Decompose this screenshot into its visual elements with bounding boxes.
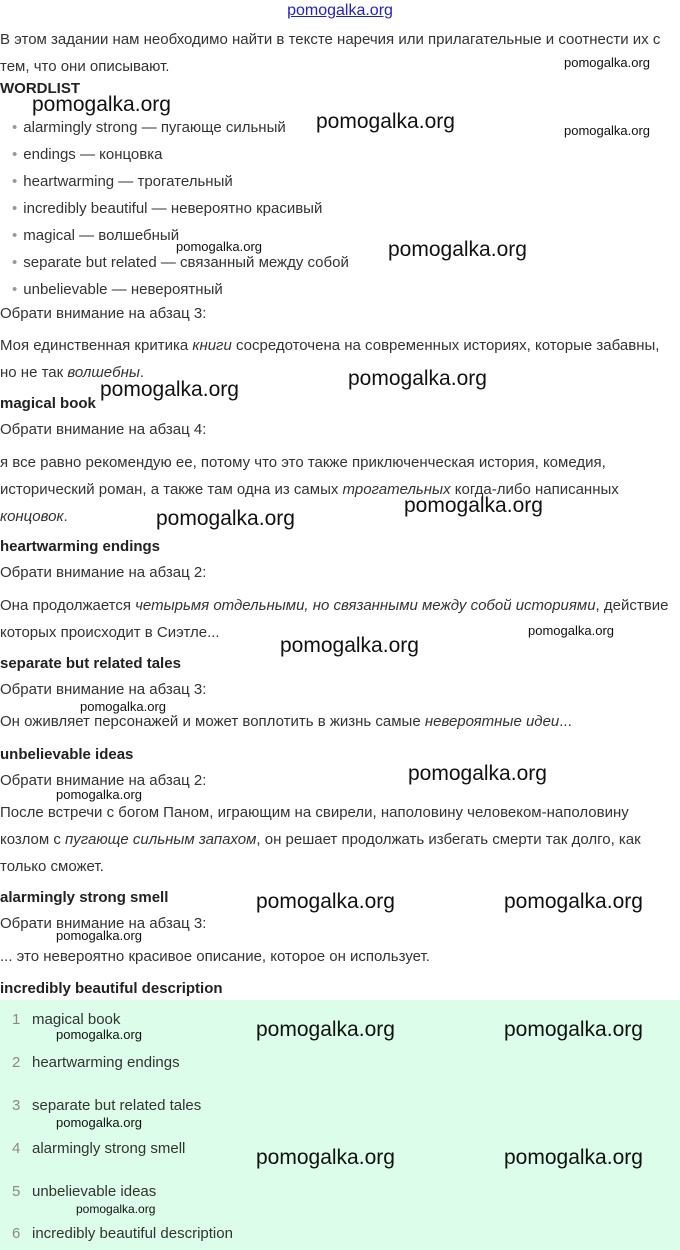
watermark: pomogalka.org (256, 890, 395, 913)
watermark: pomogalka.org (56, 787, 142, 802)
wordlist-item: • unbelievable — невероятный (12, 281, 223, 298)
wordlist-item: • endings — концовка (12, 146, 163, 163)
wordlist-title: WORDLIST (0, 80, 80, 97)
paragraph-prompt: Обрати внимание на абзац 3: (0, 305, 207, 322)
watermark: pomogalka.org (256, 1146, 395, 1169)
watermark: pomogalka.org (404, 494, 543, 517)
watermark: pomogalka.org (316, 110, 455, 133)
answer-text: heartwarming endings (32, 1054, 180, 1071)
paragraph-prompt: Обрати внимание на абзац 3: (0, 681, 207, 698)
watermark: pomogalka.org (280, 634, 419, 657)
answer-text: incredibly beautiful description (32, 1225, 233, 1242)
paragraph-prompt: Обрати внимание на абзац 2: (0, 772, 207, 789)
answer-text: unbelievable ideas (32, 1183, 157, 1200)
watermark: pomogalka.org (256, 1018, 395, 1041)
intro-text: В этом задании нам необходимо найти в тексте наречия или прилагательные и соотнести их с тем, что они описывают. (0, 31, 661, 75)
site-title-link[interactable]: pomogalka.org (287, 2, 393, 19)
answer-phrase: incredibly beautiful description (0, 980, 223, 997)
quote-text: ... это невероятно красивое описание, которое он использует. (0, 948, 430, 965)
answer-phrase: heartwarming endings (0, 538, 161, 555)
watermark: pomogalka.org (388, 238, 527, 261)
bullet-icon: • (12, 119, 18, 136)
watermark: pomogalka.org (408, 762, 547, 785)
answer-number: 5 (12, 1183, 21, 1200)
wordlist-item: • separate but related — связанный между собой (12, 254, 349, 271)
bullet-icon: • (12, 227, 18, 244)
wordlist-item: • magical — волшебный (12, 227, 180, 244)
wordlist-item: • incredibly beautiful — невероятно красивый (12, 200, 323, 217)
answer-text: alarmingly strong smell (32, 1140, 186, 1157)
watermark: pomogalka.org (176, 239, 262, 254)
watermark: pomogalka.org (348, 367, 487, 390)
bullet-icon: • (12, 146, 18, 163)
watermark: pomogalka.org (76, 1202, 156, 1216)
watermark: pomogalka.org (564, 123, 650, 138)
bullet-icon: • (12, 173, 18, 190)
paragraph-prompt: Обрати внимание на абзац 4: (0, 421, 207, 438)
watermark: pomogalka.org (504, 1146, 643, 1169)
answer-phrase: alarmingly strong smell (0, 889, 169, 906)
answer-number: 1 (12, 1011, 21, 1028)
paragraph-prompt: Обрати внимание на абзац 2: (0, 564, 207, 581)
wordlist-item: • heartwarming — трогательный (12, 173, 233, 190)
paragraph-prompt: Обрати внимание на абзац 3: (0, 915, 207, 932)
answer-phrase: magical book (0, 395, 96, 412)
quote-text: Она продолжается четырьмя отдельными, но связанными между собой историями, действие которых происходит в Сиэтле... (0, 597, 669, 641)
answer-number: 6 (12, 1225, 21, 1242)
bullet-icon: • (12, 200, 18, 217)
answer-number: 3 (12, 1097, 21, 1114)
answer-phrase: unbelievable ideas (0, 746, 134, 763)
answer-text: magical book (32, 1011, 121, 1028)
quote-text: После встречи с богом Паном, играющим на свирели, наполовину человеком-наполовину козлом с пугающе сильным запахом, он решает продолжать избегать смерти так долго, как только сможет. (0, 804, 641, 875)
answer-text: separate but related tales (32, 1097, 202, 1114)
watermark: pomogalka.org (100, 378, 239, 401)
watermark: pomogalka.org (528, 623, 614, 638)
answer-phrase: separate but related tales (0, 655, 181, 672)
quote-text: я все равно рекомендую ее, потому что это также приключенческая история, комедия, исторический роман, а также там одна из самых трогательных когда-либо написанных концовок. (0, 454, 619, 525)
bullet-icon: • (12, 281, 18, 298)
watermark: pomogalka.org (564, 55, 650, 70)
watermark: pomogalka.org (80, 699, 166, 714)
quote-text: Моя единственная критика книги сосредоточена на современных историях, которые забавны, но не так волшебны. (0, 337, 660, 381)
watermark: pomogalka.org (56, 1115, 142, 1130)
watermark: pomogalka.org (156, 507, 295, 530)
bullet-icon: • (12, 254, 18, 271)
watermark: pomogalka.org (56, 1027, 142, 1042)
answer-number: 4 (12, 1140, 21, 1157)
watermark: pomogalka.org (56, 928, 142, 943)
watermark: pomogalka.org (504, 1018, 643, 1041)
answer-number: 2 (12, 1054, 21, 1071)
watermark: pomogalka.org (32, 93, 171, 116)
watermark: pomogalka.org (504, 890, 643, 913)
quote-text: Он оживляет персонажей и может воплотить в жизнь самые невероятные идеи... (0, 713, 572, 730)
wordlist-item: • alarmingly strong — пугающе сильный (12, 119, 286, 136)
